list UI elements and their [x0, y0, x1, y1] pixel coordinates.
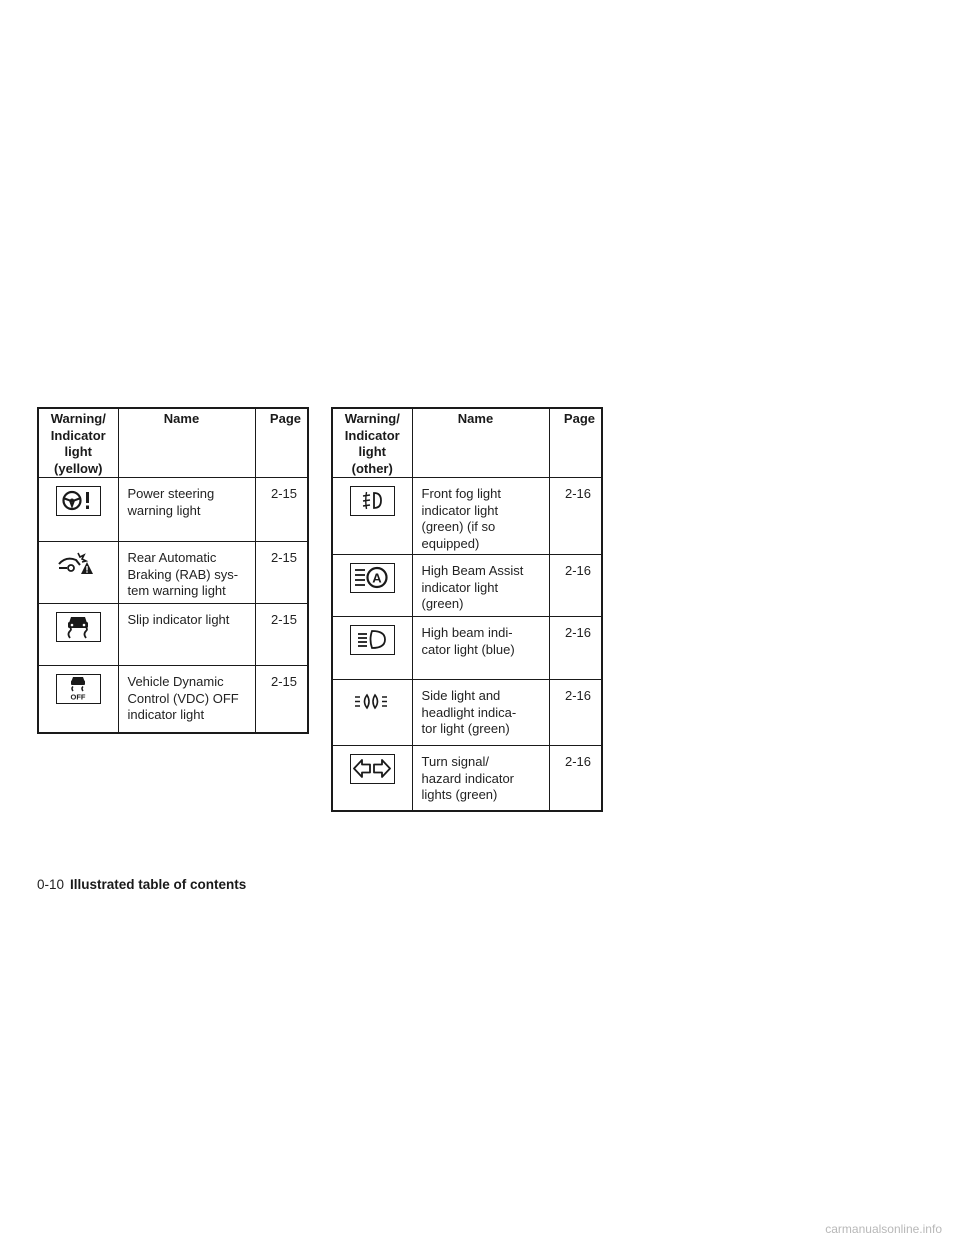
vdc-off-icon	[56, 674, 101, 704]
page-ref: 2-15	[255, 604, 308, 666]
page-ref: 2-16	[549, 680, 602, 746]
light-name: High beam indi- cator light (blue)	[412, 617, 549, 680]
turn-signal-hazard-icon	[350, 754, 395, 784]
table-row	[332, 478, 602, 555]
warning-lights-other-table	[331, 407, 603, 812]
page-ref: 2-16	[549, 617, 602, 680]
page-ref: 2-16	[549, 478, 602, 555]
light-name: Side light and headlight indica- tor light (green)	[412, 680, 549, 746]
table-row	[38, 604, 308, 666]
warning-lights-yellow-table	[37, 407, 309, 734]
page-footer	[37, 877, 246, 892]
slip-indicator-icon	[56, 612, 101, 642]
high-beam-icon	[350, 625, 395, 655]
page-ref: 2-15	[255, 478, 308, 542]
rear-automatic-braking-icon	[56, 550, 101, 580]
page-column-header: Page	[549, 408, 602, 478]
vdc-off-label: OFF	[70, 692, 86, 702]
name-column-header: Name	[118, 408, 255, 478]
icon-cell	[332, 478, 412, 555]
page-ref: 2-15	[255, 666, 308, 733]
table-row	[332, 680, 602, 746]
high-beam-assist-letter: A	[372, 570, 382, 586]
table-header-row	[332, 408, 602, 478]
light-name: Front fog light indicator light (green) (if so equipped)	[412, 478, 549, 555]
table-row	[332, 746, 602, 811]
table-header-row	[38, 408, 308, 478]
table-row	[38, 542, 308, 604]
icon-column-header: Warning/ Indicator light (yellow)	[38, 408, 118, 478]
power-steering-warning-icon	[56, 486, 101, 516]
page-ref: 2-16	[549, 746, 602, 811]
page-ref: 2-15	[255, 542, 308, 604]
light-name: Power steering warning light	[118, 478, 255, 542]
light-name: High Beam Assist indicator light (green)	[412, 555, 549, 617]
table-row	[38, 666, 308, 733]
icon-cell	[332, 617, 412, 680]
icon-column-header: Warning/ Indicator light (other)	[332, 408, 412, 478]
icon-cell	[332, 680, 412, 746]
page-column-header: Page	[255, 408, 308, 478]
high-beam-assist-icon	[350, 563, 395, 593]
light-name: Slip indicator light	[118, 604, 255, 666]
section-title: Illustrated table of contents	[70, 877, 247, 892]
icon-cell	[332, 555, 412, 617]
table-row	[332, 617, 602, 680]
icon-cell	[38, 604, 118, 666]
table-row	[38, 478, 308, 542]
light-name: Rear Automatic Braking (RAB) sys- tem warning light	[118, 542, 255, 604]
watermark: carmanualsonline.info	[825, 1222, 942, 1236]
icon-cell	[38, 478, 118, 542]
page-number: 0-10	[37, 877, 65, 892]
table-row	[332, 555, 602, 617]
icon-cell	[38, 542, 118, 604]
icon-cell	[332, 746, 412, 811]
page-ref: 2-16	[549, 555, 602, 617]
name-column-header: Name	[412, 408, 549, 478]
light-name: Vehicle Dynamic Control (VDC) OFF indicator light	[118, 666, 255, 733]
light-name: Turn signal/ hazard indicator lights (green)	[412, 746, 549, 811]
side-light-headlight-icon	[350, 688, 395, 718]
icon-cell	[38, 666, 118, 733]
front-fog-light-icon	[350, 486, 395, 516]
